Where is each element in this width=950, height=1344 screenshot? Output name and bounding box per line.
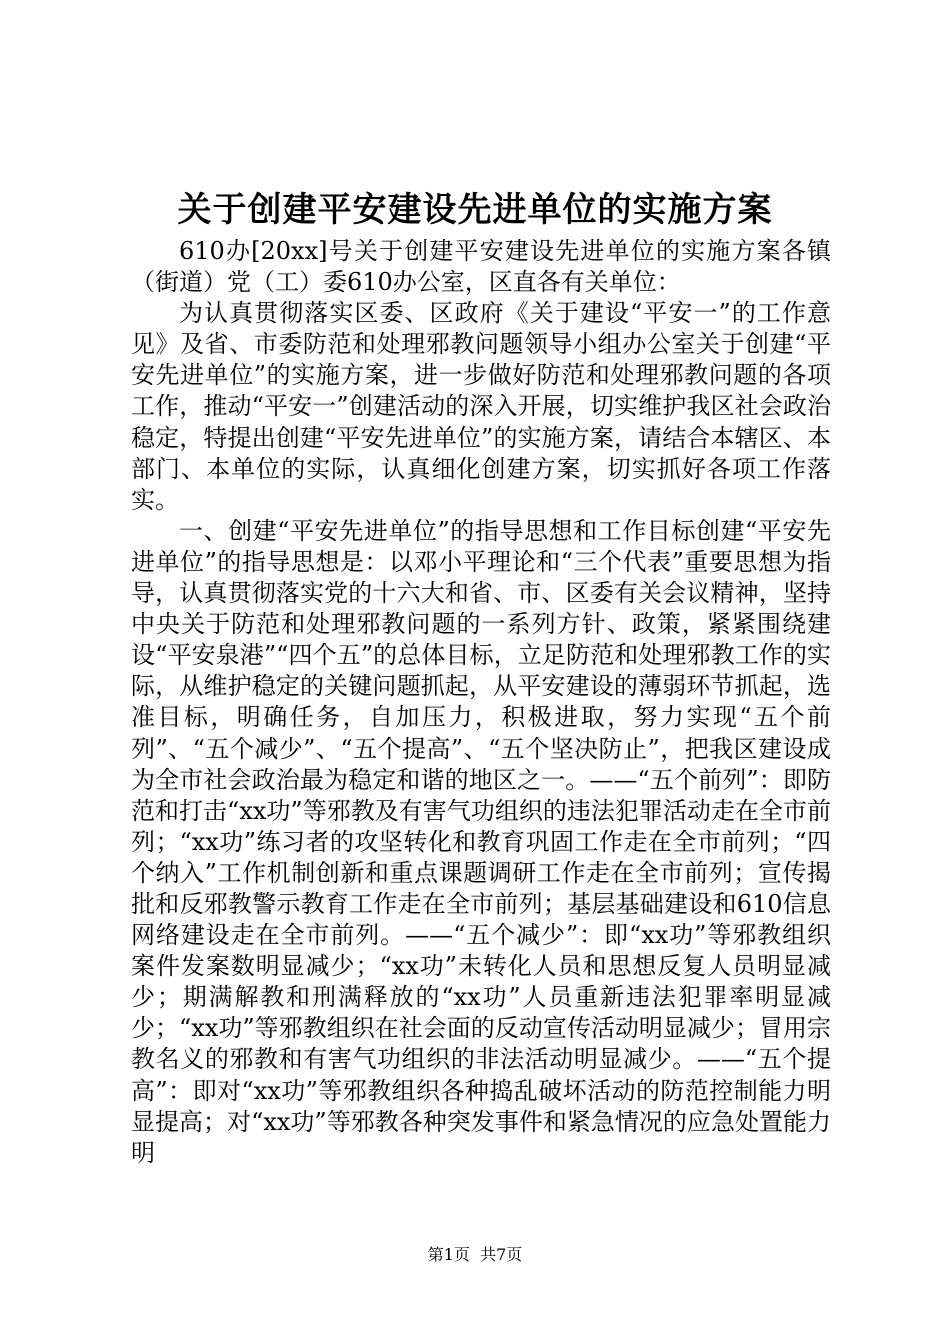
page-footer (0, 1243, 950, 1267)
paragraph-intro: 为认真贯彻落实区委、区政府《关于建设“平安一”的工作意见》及省、市委防范和处理邪教问题领导小组办公室关于创建“平安先进单位”的实施方案，进一步做好防范和处理邪教问题的各项工作，推动“平安一”创建活动的深入开展，切实维护我区社会政治稳定，特提出创建“平安先进单位”的实施方案，请结合本辖区、本部门、本单位的实际，认真细化创建方案，切实抓好各项工作落实。 (131, 299, 831, 514)
paragraph-salutation: 610办[20xx]号关于创建平安建设先进单位的实施方案各镇（街道）党（工）委610办公室，区直各有关单位： (131, 237, 831, 297)
page-total: 共7页 (480, 1245, 523, 1264)
page-number: 第1页 (427, 1245, 470, 1264)
document-title: 关于创建平安建设先进单位的实施方案 (177, 190, 773, 230)
document-body (131, 236, 831, 1169)
paragraph-section-one: 一、创建“平安先进单位”的指导思想和工作目标创建“平安先进单位”的指导思想是：以邓小平理论和“三个代表”重要思想为指导，认真贯彻落实党的十六大和省、市、区委有关会议精神，坚持中央关于防范和处理邪教问题的一系列方针、政策，紧紧围绕建设“平安泉港”“四个五”的总体目标，立足防范和处理邪教工作的实际，从维护稳定的关键问题抓起，从平安建设的薄弱环节抓起，选准目标，明确任务，自加压力，积极进取，努力实现“五个前列”、“五个减少”、“五个提高”、“五个坚决防止”，把我区建设成为全市社会政治最为稳定和谐的地区之一。——“五个前列”：即防范和打击“xx功”等邪教及有害气功组织的违法犯罪活动走在全市前列；“xx功”练习者的攻坚转化和教育巩固工作走在全市前列；“四个纳入”工作机制创新和重点课题调研工作走在全市前列；宣传揭批和反邪教警示教育工作走在全市前列；基层基础建设和610信息网络建设走在全市前列。——“五个减少”：即“xx功”等邪教组织案件发案数明显减少；“xx功”未转化人员和思想反复人员明显减少；期满解教和刑满释放的“xx功”人员重新违法犯罪率明显减少；“xx功”等邪教组织在社会面的反动宣传活动明显减少；冒用宗教名义的邪教和有害气功组织的非法活动明显减少。——“五个提高”：即对“xx功”等邪教组织各种捣乱破坏活动的防范控制能力明显提高；对“xx功”等邪教各种突发事件和紧急情况的应急处置能力明 (131, 516, 831, 1167)
